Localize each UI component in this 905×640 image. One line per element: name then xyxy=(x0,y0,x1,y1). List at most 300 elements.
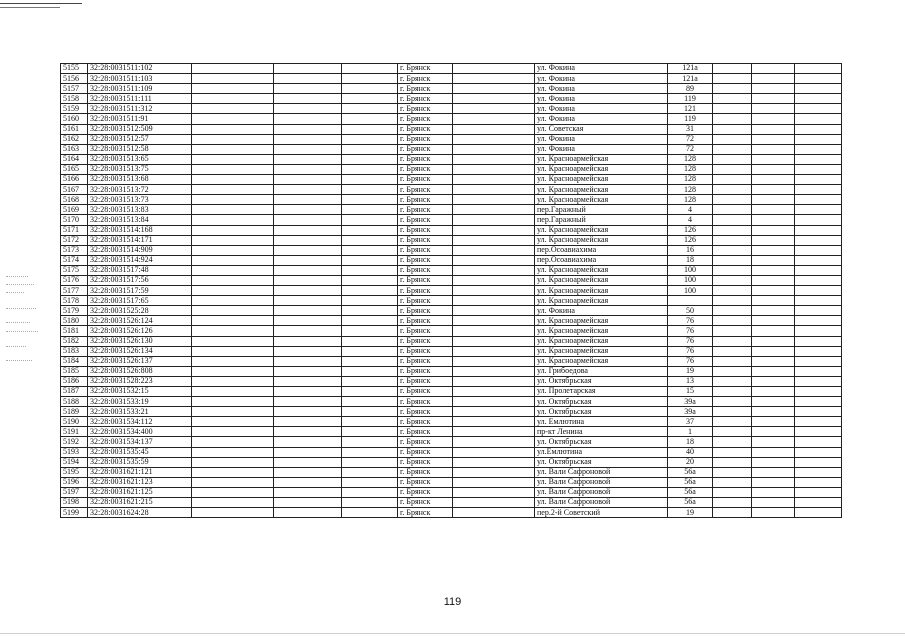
cell-empty xyxy=(192,477,274,487)
cell-city: г. Брянск xyxy=(398,306,453,316)
cell-empty xyxy=(713,407,752,417)
cell-empty xyxy=(274,346,342,356)
cell-street: пер.2-й Советский xyxy=(535,508,668,518)
cell-empty xyxy=(192,447,274,457)
cell-empty xyxy=(342,225,398,235)
cell-empty xyxy=(274,215,342,225)
cell-row-number: 5198 xyxy=(61,498,88,508)
cell-cadastral-number: 32:28:0031517:65 xyxy=(88,296,192,306)
cell-empty xyxy=(274,397,342,407)
cell-cadastral-number: 32:28:0031533:19 xyxy=(88,397,192,407)
cell-empty xyxy=(342,235,398,245)
cell-empty xyxy=(342,114,398,124)
table-row xyxy=(61,215,842,225)
cell-empty xyxy=(342,215,398,225)
cell-cadastral-number: 32:28:0031528:223 xyxy=(88,376,192,386)
table-row xyxy=(61,164,842,174)
cell-empty xyxy=(192,286,274,296)
cell-empty xyxy=(795,498,842,508)
cell-city: г. Брянск xyxy=(398,286,453,296)
cell-empty xyxy=(795,407,842,417)
cell-empty xyxy=(453,346,535,356)
cell-empty xyxy=(795,114,842,124)
cell-street: ул. Фокина xyxy=(535,84,668,94)
cell-empty xyxy=(713,457,752,467)
cell-empty xyxy=(713,376,752,386)
cell-empty xyxy=(713,124,752,134)
table-row xyxy=(61,296,842,306)
cell-empty xyxy=(453,467,535,477)
cell-empty xyxy=(752,316,795,326)
cell-row-number: 5189 xyxy=(61,407,88,417)
cell-street: ул. Фокина xyxy=(535,74,668,84)
cell-empty xyxy=(752,84,795,94)
cell-empty xyxy=(453,336,535,346)
cell-house-number: 16 xyxy=(668,245,713,255)
cell-empty xyxy=(795,124,842,134)
cell-row-number: 5165 xyxy=(61,164,88,174)
cell-empty xyxy=(342,245,398,255)
cell-empty xyxy=(342,376,398,386)
cell-house-number: 128 xyxy=(668,185,713,195)
cell-empty xyxy=(274,225,342,235)
cell-empty xyxy=(192,467,274,477)
cell-empty xyxy=(274,427,342,437)
cell-empty xyxy=(274,64,342,74)
cell-empty xyxy=(453,164,535,174)
cell-empty xyxy=(713,154,752,164)
cell-empty xyxy=(795,164,842,174)
cell-empty xyxy=(453,326,535,336)
cell-city: г. Брянск xyxy=(398,154,453,164)
cell-city: г. Брянск xyxy=(398,326,453,336)
cell-house-number: 39а xyxy=(668,407,713,417)
cell-empty xyxy=(342,124,398,134)
cell-empty xyxy=(795,245,842,255)
cell-empty xyxy=(713,104,752,114)
cell-row-number: 5159 xyxy=(61,104,88,114)
cell-empty xyxy=(342,498,398,508)
cell-empty xyxy=(274,205,342,215)
cell-empty xyxy=(453,477,535,487)
cell-house-number: 76 xyxy=(668,356,713,366)
cell-empty xyxy=(274,286,342,296)
cell-empty xyxy=(274,245,342,255)
cell-empty xyxy=(453,427,535,437)
cell-empty xyxy=(453,94,535,104)
cell-house-number: 128 xyxy=(668,175,713,185)
cell-row-number: 5160 xyxy=(61,114,88,124)
cell-empty xyxy=(713,508,752,518)
cell-empty xyxy=(795,326,842,336)
cell-empty xyxy=(192,397,274,407)
cell-empty xyxy=(752,74,795,84)
cell-cadastral-number: 32:28:0031511:312 xyxy=(88,104,192,114)
cell-empty xyxy=(342,387,398,397)
cell-empty xyxy=(274,94,342,104)
cell-empty xyxy=(274,296,342,306)
cell-empty xyxy=(795,215,842,225)
cell-row-number: 5175 xyxy=(61,265,88,275)
cell-empty xyxy=(342,265,398,275)
cell-empty xyxy=(752,255,795,265)
cell-empty xyxy=(342,144,398,154)
table-row xyxy=(61,205,842,215)
cell-empty xyxy=(342,84,398,94)
cell-cadastral-number: 32:28:0031513:75 xyxy=(88,164,192,174)
cell-city: г. Брянск xyxy=(398,296,453,306)
cell-empty xyxy=(192,366,274,376)
cell-row-number: 5190 xyxy=(61,417,88,427)
cell-house-number: 121а xyxy=(668,64,713,74)
cell-row-number: 5164 xyxy=(61,154,88,164)
cell-street: ул. Фокина xyxy=(535,134,668,144)
table-row xyxy=(61,457,842,467)
cell-house-number: 128 xyxy=(668,195,713,205)
cell-empty xyxy=(192,134,274,144)
cell-house-number: 76 xyxy=(668,316,713,326)
table-row xyxy=(61,245,842,255)
cell-row-number: 5168 xyxy=(61,195,88,205)
cell-empty xyxy=(752,195,795,205)
cell-empty xyxy=(274,74,342,84)
cell-street: ул. Красноармейская xyxy=(535,275,668,285)
cell-empty xyxy=(453,296,535,306)
cell-street: пер.Гаражный xyxy=(535,205,668,215)
cell-street: ул. Фокина xyxy=(535,114,668,124)
cell-empty xyxy=(274,447,342,457)
cell-empty xyxy=(274,366,342,376)
cell-empty xyxy=(795,286,842,296)
cell-city: г. Брянск xyxy=(398,185,453,195)
cell-cadastral-number: 32:28:0031514:909 xyxy=(88,245,192,255)
cell-city: г. Брянск xyxy=(398,427,453,437)
cell-street: ул. Красноармейская xyxy=(535,286,668,296)
cell-empty xyxy=(192,498,274,508)
table-row xyxy=(61,286,842,296)
cell-empty xyxy=(342,508,398,518)
cell-empty xyxy=(192,84,274,94)
cell-house-number: 19 xyxy=(668,508,713,518)
cell-empty xyxy=(752,356,795,366)
cell-empty xyxy=(713,114,752,124)
cell-empty xyxy=(795,175,842,185)
cell-cadastral-number: 32:28:0031534:400 xyxy=(88,427,192,437)
footer-rule xyxy=(0,633,905,634)
cell-street: пер.Осоавиахима xyxy=(535,245,668,255)
cell-empty xyxy=(453,316,535,326)
cell-city: г. Брянск xyxy=(398,316,453,326)
cell-empty xyxy=(342,336,398,346)
cell-empty xyxy=(713,346,752,356)
cell-empty xyxy=(342,457,398,467)
cell-empty xyxy=(274,407,342,417)
cell-empty xyxy=(453,104,535,114)
cell-street: ул. Емлютина xyxy=(535,417,668,427)
cell-empty xyxy=(453,508,535,518)
cell-empty xyxy=(795,366,842,376)
cell-empty xyxy=(274,175,342,185)
cell-empty xyxy=(192,215,274,225)
cell-empty xyxy=(795,104,842,114)
cell-empty xyxy=(752,205,795,215)
cell-empty xyxy=(752,175,795,185)
cell-empty xyxy=(713,447,752,457)
cell-row-number: 5185 xyxy=(61,366,88,376)
cell-empty xyxy=(713,467,752,477)
cell-street: ул. Советская xyxy=(535,124,668,134)
cell-empty xyxy=(713,144,752,154)
cell-empty xyxy=(713,417,752,427)
cell-empty xyxy=(713,265,752,275)
cell-cadastral-number: 32:28:0031621:215 xyxy=(88,498,192,508)
cell-street: ул. Красноармейская xyxy=(535,265,668,275)
cell-row-number: 5187 xyxy=(61,387,88,397)
cell-empty xyxy=(752,376,795,386)
cell-empty xyxy=(713,215,752,225)
cell-empty xyxy=(752,296,795,306)
cell-empty xyxy=(713,134,752,144)
cell-empty xyxy=(192,94,274,104)
cell-empty xyxy=(192,175,274,185)
cell-street: ул. Фокина xyxy=(535,144,668,154)
cell-empty xyxy=(453,205,535,215)
table-row xyxy=(61,84,842,94)
cell-street: ул. Вали Сафроновой xyxy=(535,487,668,497)
cell-city: г. Брянск xyxy=(398,255,453,265)
cell-cadastral-number: 32:28:0031526:808 xyxy=(88,366,192,376)
cell-city: г. Брянск xyxy=(398,215,453,225)
cell-city: г. Брянск xyxy=(398,74,453,84)
cell-empty xyxy=(795,296,842,306)
cell-row-number: 5167 xyxy=(61,185,88,195)
cell-row-number: 5188 xyxy=(61,397,88,407)
cell-empty xyxy=(453,144,535,154)
cell-row-number: 5171 xyxy=(61,225,88,235)
cell-empty xyxy=(274,265,342,275)
cell-cadastral-number: 32:28:0031526:126 xyxy=(88,326,192,336)
cell-empty xyxy=(752,407,795,417)
cell-empty xyxy=(795,417,842,427)
cell-cadastral-number: 32:28:0031511:91 xyxy=(88,114,192,124)
cell-empty xyxy=(342,356,398,366)
cell-cadastral-number: 32:28:0031514:168 xyxy=(88,225,192,235)
cell-city: г. Брянск xyxy=(398,225,453,235)
cell-empty xyxy=(274,185,342,195)
cell-empty xyxy=(713,477,752,487)
cell-empty xyxy=(192,275,274,285)
cell-street: ул. Фокина xyxy=(535,64,668,74)
cell-empty xyxy=(713,255,752,265)
cell-city: г. Брянск xyxy=(398,94,453,104)
cell-empty xyxy=(795,397,842,407)
cell-city: г. Брянск xyxy=(398,134,453,144)
cell-empty xyxy=(274,356,342,366)
cell-empty xyxy=(192,508,274,518)
cell-empty xyxy=(342,94,398,104)
cell-row-number: 5170 xyxy=(61,215,88,225)
registry-table xyxy=(60,63,842,518)
cell-house-number: 72 xyxy=(668,134,713,144)
cell-empty xyxy=(274,154,342,164)
table-row xyxy=(61,64,842,74)
cell-empty xyxy=(713,205,752,215)
cell-city: г. Брянск xyxy=(398,397,453,407)
cell-street: ул. Вали Сафроновой xyxy=(535,477,668,487)
cell-city: г. Брянск xyxy=(398,498,453,508)
cell-street: ул. Вали Сафроновой xyxy=(535,467,668,477)
cell-empty xyxy=(713,164,752,174)
cell-empty xyxy=(342,154,398,164)
cell-city: г. Брянск xyxy=(398,457,453,467)
cell-city: г. Брянск xyxy=(398,104,453,114)
cell-empty xyxy=(453,84,535,94)
cell-empty xyxy=(453,447,535,457)
table-row xyxy=(61,356,842,366)
cell-empty xyxy=(274,467,342,477)
cell-empty xyxy=(795,447,842,457)
cell-house-number: 100 xyxy=(668,275,713,285)
cell-empty xyxy=(192,306,274,316)
cell-empty xyxy=(192,154,274,164)
cell-cadastral-number: 32:28:0031526:134 xyxy=(88,346,192,356)
cell-row-number: 5174 xyxy=(61,255,88,265)
cell-empty xyxy=(795,255,842,265)
cell-empty xyxy=(752,366,795,376)
cell-empty xyxy=(274,164,342,174)
cell-empty xyxy=(752,467,795,477)
cell-empty xyxy=(274,134,342,144)
cell-house-number: 76 xyxy=(668,336,713,346)
table-row xyxy=(61,397,842,407)
cell-row-number: 5178 xyxy=(61,296,88,306)
cell-empty xyxy=(342,104,398,114)
cell-cadastral-number: 32:28:0031535:45 xyxy=(88,447,192,457)
cell-house-number: 126 xyxy=(668,235,713,245)
cell-empty xyxy=(713,326,752,336)
table-row xyxy=(61,255,842,265)
cell-empty xyxy=(795,306,842,316)
cell-city: г. Брянск xyxy=(398,336,453,346)
cell-empty xyxy=(453,235,535,245)
cell-cadastral-number: 32:28:0031513:68 xyxy=(88,175,192,185)
cell-row-number: 5186 xyxy=(61,376,88,386)
cell-empty xyxy=(752,164,795,174)
cell-empty xyxy=(192,124,274,134)
cell-empty xyxy=(453,265,535,275)
cell-empty xyxy=(713,437,752,447)
cell-cadastral-number: 32:28:0031513:73 xyxy=(88,195,192,205)
cell-street: ул. Красноармейская xyxy=(535,195,668,205)
cell-street: ул. Красноармейская xyxy=(535,356,668,366)
cell-empty xyxy=(752,104,795,114)
header-rule xyxy=(0,3,82,4)
cell-empty xyxy=(453,387,535,397)
cell-city: г. Брянск xyxy=(398,356,453,366)
cell-empty xyxy=(752,336,795,346)
cell-empty xyxy=(752,114,795,124)
cell-city: г. Брянск xyxy=(398,346,453,356)
cell-city: г. Брянск xyxy=(398,447,453,457)
cell-street: ул. Красноармейская xyxy=(535,225,668,235)
cell-cadastral-number: 32:28:0031534:112 xyxy=(88,417,192,427)
table-row xyxy=(61,134,842,144)
cell-empty xyxy=(453,154,535,164)
cell-empty xyxy=(274,487,342,497)
cell-empty xyxy=(192,487,274,497)
cell-empty xyxy=(274,306,342,316)
table-row xyxy=(61,265,842,275)
table-row xyxy=(61,235,842,245)
cell-empty xyxy=(713,275,752,285)
cell-street: пр-кт Ленина xyxy=(535,427,668,437)
table-row xyxy=(61,144,842,154)
cell-empty xyxy=(192,326,274,336)
cell-empty xyxy=(752,275,795,285)
table-row xyxy=(61,175,842,185)
cell-empty xyxy=(192,114,274,124)
cell-city: г. Брянск xyxy=(398,366,453,376)
cell-empty xyxy=(192,164,274,174)
cell-empty xyxy=(752,245,795,255)
cell-empty xyxy=(752,427,795,437)
cell-empty xyxy=(453,275,535,285)
cell-house-number: 128 xyxy=(668,164,713,174)
cell-row-number: 5169 xyxy=(61,205,88,215)
cell-city: г. Брянск xyxy=(398,437,453,447)
cell-empty xyxy=(342,397,398,407)
cell-city: г. Брянск xyxy=(398,144,453,154)
table-row xyxy=(61,316,842,326)
cell-cadastral-number: 32:28:0031525:28 xyxy=(88,306,192,316)
table-row xyxy=(61,477,842,487)
cell-empty xyxy=(795,336,842,346)
cell-house-number: 1 xyxy=(668,427,713,437)
table-row xyxy=(61,94,842,104)
cell-empty xyxy=(795,154,842,164)
table-row xyxy=(61,326,842,336)
cell-street: ул. Октябрьская xyxy=(535,407,668,417)
cell-cadastral-number: 32:28:0031624:28 xyxy=(88,508,192,518)
cell-empty xyxy=(453,286,535,296)
cell-empty xyxy=(192,296,274,306)
cell-empty xyxy=(795,195,842,205)
cell-empty xyxy=(342,407,398,417)
cell-row-number: 5158 xyxy=(61,94,88,104)
cell-street: ул. Фокина xyxy=(535,306,668,316)
cell-empty xyxy=(342,255,398,265)
cell-row-number: 5197 xyxy=(61,487,88,497)
cell-empty xyxy=(342,477,398,487)
cell-row-number: 5194 xyxy=(61,457,88,467)
cell-empty xyxy=(453,215,535,225)
cell-empty xyxy=(713,84,752,94)
cell-empty xyxy=(342,306,398,316)
cell-empty xyxy=(795,265,842,275)
cell-empty xyxy=(192,265,274,275)
cell-house-number: 72 xyxy=(668,144,713,154)
table-row xyxy=(61,225,842,235)
cell-row-number: 5192 xyxy=(61,437,88,447)
cell-empty xyxy=(713,245,752,255)
cell-empty xyxy=(453,457,535,467)
cell-empty xyxy=(274,316,342,326)
cell-empty xyxy=(713,387,752,397)
cell-empty xyxy=(192,225,274,235)
cell-empty xyxy=(752,286,795,296)
cell-row-number: 5193 xyxy=(61,447,88,457)
table-row xyxy=(61,336,842,346)
